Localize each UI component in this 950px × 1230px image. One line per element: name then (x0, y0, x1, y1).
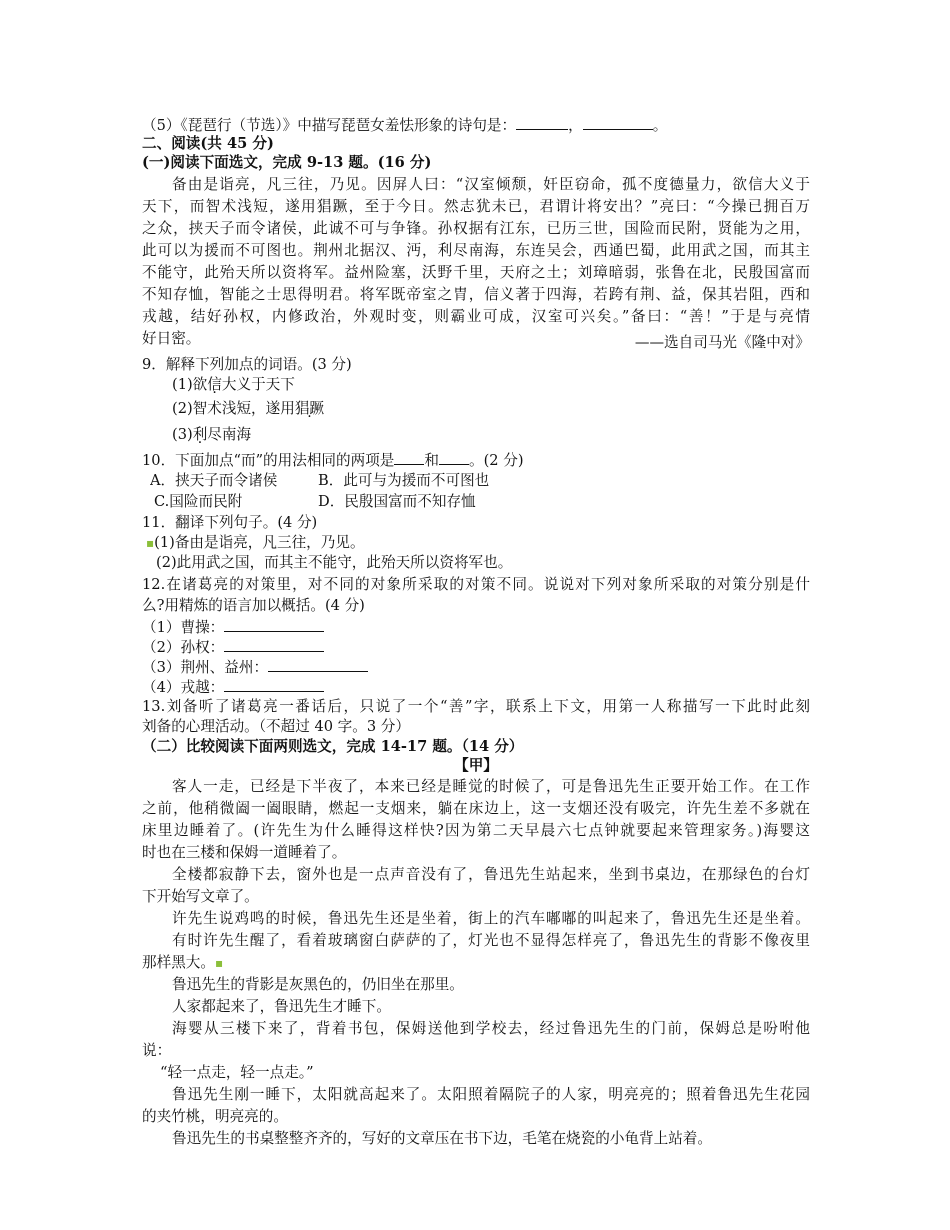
question-10-option: D．民殷国富而不知存恤 (318, 493, 476, 510)
passage-line: “轻一点走，轻一点走。” (160, 1064, 314, 1081)
passage-line: 时也在三楼和保姆一道睡着了。 (142, 844, 347, 861)
passage-line: 之众，挟天子而令诸侯，此诚不可与争锋。孙权据有江东，已历三世，国险而民附，贤能为之用， (142, 220, 810, 237)
passage-line: 许先生说鸡鸣的时候，鲁迅先生还是坐着，街上的汽车嘟嘟的叫起来了，鲁迅先生还是坐着。 (172, 910, 810, 927)
passage-line: 那样黑大。▪ (142, 954, 224, 971)
passage-line: 不知存恤，智能之士思得明君。将军既帝室之胄，信义著于四海，若跨有荆、益，保其岩阻，西和 (142, 286, 810, 303)
answer-blank[interactable] (224, 677, 324, 692)
passage-line: 鲁迅先生的书桌整整齐齐的，写好的文章压在书下边，毛笔在烧瓷的小龟背上站着。 (172, 1130, 712, 1147)
passage-line: 有时许先生醒了，看着玻璃窗白萨萨的了，灯光也不显得怎样亮了，鲁迅先生的背影不像夜里 (172, 932, 810, 949)
answer-blank[interactable] (394, 450, 424, 465)
question-12-stem: 么?用精炼的语言加以概括。(4 分) (142, 597, 365, 614)
dotted-word: 利 (192, 426, 208, 443)
passage-line: 鲁迅先生刚一睡下，太阳就高起来了。太阳照着隔院子的人家，明亮亮的；照着鲁迅先生花园 (172, 1086, 810, 1103)
question-13-stem: 刘备的心理活动。（不超过 40 字。3 分） (142, 718, 410, 735)
passage-line: 不能守，此殆天所以资将军。益州险塞，沃野千里，天府之土；刘璋暗弱，张鲁在北，民殷国富而 (142, 264, 810, 281)
passage-line: 的夹竹桃，明亮亮的。 (142, 1108, 288, 1125)
mark-icon: ▪ (146, 536, 155, 550)
passage-line: 之前，他稍微阖一阖眼睛，燃起一支烟来，躺在床边上，这一支烟还没有吸完，许先生差不多就在 (142, 800, 810, 817)
mark-icon: ▪ (214, 956, 224, 970)
question-10-option: A．挟天子而令诸侯 (150, 472, 278, 489)
question-9-item: (3)利尽南海 (172, 426, 252, 443)
question-9-item: (1)欲信大义于天下 (172, 376, 295, 393)
question-10-stem: 10．下面加点“而”的用法相同的两项是 和 。(2 分) (142, 452, 524, 469)
passage-line: 说： (142, 1042, 172, 1059)
passage-line: 好日密。 (142, 330, 201, 347)
passage-line: 客人一走，已经是下半夜了，本来已经是睡觉的时候了，可是鲁迅先生正要开始工作。在工作 (172, 778, 810, 795)
question-5-text: （5）《琵琶行（节选）》中描写琵琶女羞怯形象的诗句是： (142, 117, 517, 134)
question-12-item: （3）荆州、益州： (142, 657, 810, 678)
passage-source: ——选自司马光《隆中对》 (634, 334, 810, 351)
answer-blank[interactable] (224, 637, 324, 652)
question-12-item: （1）曹操： (142, 617, 810, 638)
passage-line: 人家都起来了，鲁迅先生才睡下。 (172, 998, 391, 1015)
passage-line: 鲁迅先生的背影是灰黑色的，仍旧坐在那里。 (172, 976, 464, 993)
passage-line: 海婴从三楼下来了，背着书包，保姆送他到学校去，经过鲁迅先生的门前，保姆总是吩咐他 (172, 1020, 810, 1037)
dotted-word: 猖蹶 (294, 400, 325, 417)
question-11-stem: 11．翻译下列句子。(4 分) (142, 514, 318, 531)
question-11-sentence: (2)此用武之国，而其主不能守，此殆天所以资将军也。 (156, 554, 513, 571)
passage-line: 床里边睡着了。(许先生为什么睡得这样快?因为第二天早晨六七点钟就要起来管理家务。)海婴这 (142, 822, 810, 839)
passage-line: 备由是诣亮，凡三往，乃见。因屏人曰：“汉室倾颓，奸臣窃命，孤不度德量力，欲信大义于 (172, 176, 810, 193)
answer-blank[interactable] (268, 657, 368, 672)
passage-jia-label: 【甲】 (454, 757, 498, 774)
part-2-heading: （二）比较阅读下面两则选文，完成 14-17 题。（14 分） (142, 738, 524, 755)
question-10-option: C.国险而民附 (154, 493, 243, 510)
passage-line: 天下，而智术浅短，遂用猖蹶，至于今日。然志犹未已，君谓计将安出？”亮曰：“今操已拥百万 (142, 198, 810, 215)
question-12-item: （2）孙权： (142, 637, 810, 658)
passage-line: 全楼都寂静下去，窗外也是一点声音没有了，鲁迅先生站起来，坐到书桌边，在那绿色的台灯 (172, 866, 810, 883)
answer-blank[interactable] (516, 115, 568, 130)
question-11-sentence: ▪(1)备由是诣亮，凡三往，乃见。 (146, 534, 365, 551)
passage-line: 戎越，结好孙权，内修政治，外观时变，则霸业可成，汉室可兴矣。”备曰：“善！”于是与亮情 (142, 308, 810, 325)
question-12-stem: 12.在诸葛亮的对策里，对不同的对象所采取的对策不同。说说对下列对象所采取的对策分别是什 (142, 576, 810, 593)
question-9-stem: 9．解释下列加点的词语。(3 分) (142, 356, 352, 373)
question-10-option: B．此可与为援而不可图也 (318, 472, 490, 489)
passage-line: 此可以为援而不可图也。荆州北据汉、沔，利尽南海，东连吴会，西通巴蜀，此用武之国，而其主 (142, 242, 810, 259)
part-1-heading: (一)阅读下面选文，完成 9-13 题。(16 分) (142, 154, 432, 171)
passage-line: 下开始写文章了。 (142, 888, 259, 905)
question-5: （5）《琵琶行（节选）》中描写琵琶女羞怯形象的诗句是： ， 。 (142, 117, 668, 134)
answer-blank[interactable] (224, 617, 324, 632)
question-9-item: (2)智术浅短，遂用猖蹶 (172, 400, 325, 417)
question-13-stem: 13.刘备听了诸葛亮一番话后，只说了一个“善”字，联系上下文，用第一人称描写一下此时此刻 (142, 698, 810, 715)
answer-blank[interactable] (583, 115, 653, 130)
section-heading: 二、阅读(共 45 分) (142, 135, 274, 152)
question-12-item: （4）戎越： (142, 677, 810, 698)
dotted-word: 信 (207, 376, 222, 393)
answer-blank[interactable] (439, 450, 469, 465)
